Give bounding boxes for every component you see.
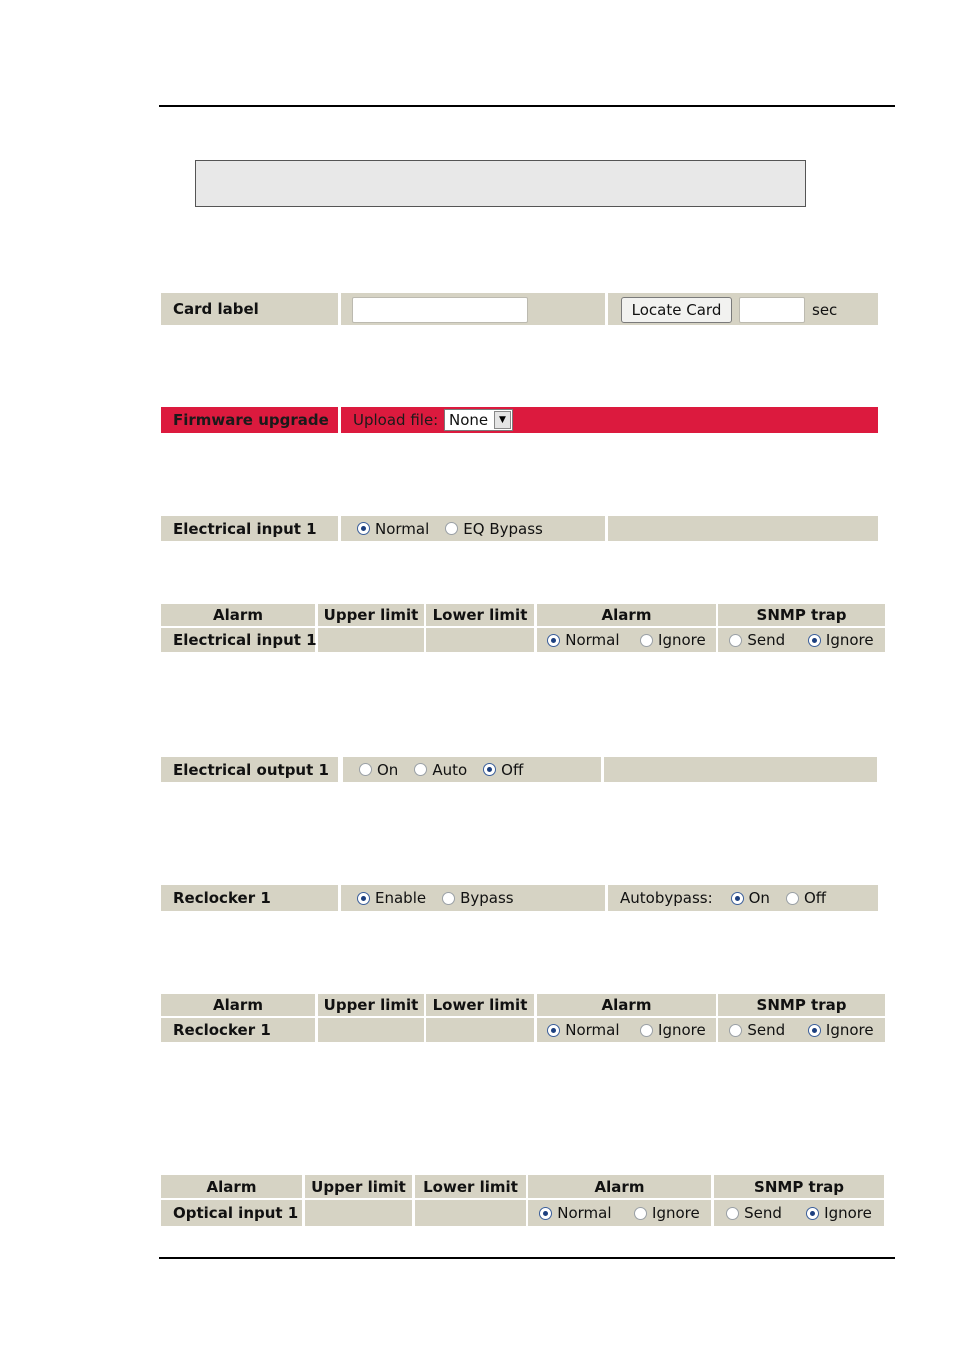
option-label: Ignore — [825, 631, 874, 649]
option-label: Bypass — [460, 889, 514, 907]
upload-file-label: Upload file: — [353, 411, 439, 429]
table-header-snmp-trap: SNMP trap — [718, 994, 885, 1016]
option-label: Send — [747, 631, 786, 649]
electrical-output-options-cell — [343, 757, 601, 782]
electrical-input-empty-cell — [608, 516, 878, 541]
electrical-output-label: Electrical output 1 — [173, 760, 329, 779]
bottom-rule — [159, 1257, 895, 1259]
autobypass-cell — [608, 885, 878, 911]
radio-selected-icon[interactable] — [808, 634, 821, 647]
table-header-snmp-trap: SNMP trap — [714, 1175, 884, 1198]
table-row-label-cell — [161, 1200, 302, 1226]
table-header-lower-limit: Lower limit — [415, 1175, 526, 1198]
upper-limit-cell — [318, 1018, 424, 1042]
radio-auto[interactable] — [414, 761, 467, 779]
option-label: Normal — [375, 519, 430, 538]
radio-unselected-icon[interactable] — [726, 1207, 739, 1220]
radio-unselected-icon[interactable] — [640, 634, 653, 647]
radio-alarm-ignore[interactable] — [640, 1021, 706, 1039]
table-row-label: Optical input 1 — [173, 1204, 299, 1222]
reclocker-label-cell — [161, 885, 338, 911]
table-header-alarm-state: Alarm — [528, 1175, 711, 1198]
table-header-lower-limit: Lower limit — [426, 994, 534, 1016]
alarm-options-cell — [528, 1200, 711, 1226]
table-header-alarm: Alarm — [161, 994, 315, 1016]
radio-unselected-icon[interactable] — [786, 892, 799, 905]
radio-alarm-ignore[interactable] — [634, 1204, 700, 1222]
radio-alarm-normal[interactable] — [547, 1021, 619, 1039]
upper-limit-cell — [305, 1200, 412, 1226]
radio-alarm-ignore[interactable] — [640, 631, 706, 649]
table-row-label: Electrical input 1 — [173, 631, 317, 649]
snmp-options-cell — [718, 1018, 885, 1042]
option-label: Ignore — [658, 1021, 706, 1039]
table-header-snmp-trap: SNMP trap — [718, 604, 885, 626]
radio-bypass[interactable] — [442, 889, 514, 907]
electrical-input-label: Electrical input 1 — [173, 519, 317, 538]
radio-enable[interactable] — [357, 889, 426, 907]
table-row-label-cell — [161, 1018, 315, 1042]
option-label: Ignore — [824, 1204, 872, 1222]
table-header-alarm: Alarm — [161, 604, 315, 626]
alarm-options-cell — [537, 628, 716, 652]
radio-unselected-icon[interactable] — [359, 763, 372, 776]
electrical-input-options-cell — [341, 516, 605, 541]
locate-seconds-input[interactable] — [739, 297, 805, 323]
lower-limit-cell — [426, 628, 534, 652]
top-rule — [159, 105, 895, 107]
radio-selected-icon[interactable] — [357, 892, 370, 905]
alarm-options-cell — [537, 1018, 716, 1042]
radio-selected-icon[interactable] — [806, 1207, 819, 1220]
upload-file-select[interactable] — [444, 409, 513, 431]
radio-selected-icon[interactable] — [483, 763, 496, 776]
radio-snmp-ignore[interactable] — [806, 1204, 872, 1222]
option-label: Enable — [375, 889, 427, 907]
locate-card-button[interactable]: Locate Card — [621, 297, 732, 323]
electrical-output-empty-cell — [604, 757, 877, 782]
radio-on[interactable] — [359, 761, 398, 779]
radio-snmp-send[interactable] — [729, 631, 785, 649]
lower-limit-cell — [415, 1200, 526, 1226]
radio-selected-icon[interactable] — [547, 634, 560, 647]
radio-selected-icon[interactable] — [539, 1207, 552, 1220]
radio-snmp-ignore[interactable] — [808, 631, 874, 649]
table-header-alarm-state: Alarm — [537, 994, 716, 1016]
autobypass-label: Autobypass: — [620, 889, 713, 907]
chevron-down-icon[interactable]: ▼ — [494, 411, 511, 429]
table-header-upper-limit: Upper limit — [305, 1175, 412, 1198]
snmp-options-cell — [714, 1200, 884, 1226]
option-label: On — [748, 889, 770, 907]
radio-autobypass-on[interactable] — [731, 889, 770, 907]
radio-off[interactable] — [483, 761, 523, 779]
radio-unselected-icon[interactable] — [442, 892, 455, 905]
radio-unselected-icon[interactable] — [729, 634, 742, 647]
firmware-label: Firmware upgrade — [173, 411, 329, 429]
radio-selected-icon[interactable] — [808, 1024, 821, 1037]
option-label: Auto — [432, 760, 468, 779]
radio-snmp-send[interactable] — [726, 1204, 782, 1222]
radio-alarm-normal[interactable] — [539, 1204, 611, 1222]
table-header-alarm-state: Alarm — [537, 604, 716, 626]
option-label: EQ Bypass — [463, 519, 543, 538]
option-label: Normal — [565, 1021, 620, 1039]
option-label: Off — [501, 760, 524, 779]
table-header-upper-limit: Upper limit — [318, 994, 424, 1016]
radio-unselected-icon[interactable] — [640, 1024, 653, 1037]
option-label: Ignore — [825, 1021, 874, 1039]
electrical-output-label-cell — [161, 757, 338, 782]
radio-alarm-normal[interactable] — [547, 631, 619, 649]
electrical-input-label-cell — [161, 516, 338, 541]
option-label: Ignore — [652, 1204, 700, 1222]
option-label: Off — [803, 889, 827, 907]
radio-selected-icon[interactable] — [731, 892, 744, 905]
card-label-cell — [161, 293, 338, 325]
table-header-alarm: Alarm — [161, 1175, 302, 1198]
card-label-input[interactable] — [352, 297, 528, 323]
card-label-title: Card label — [173, 300, 259, 318]
option-label: On — [377, 760, 399, 779]
table-header-upper-limit: Upper limit — [318, 604, 424, 626]
radio-unselected-icon[interactable] — [414, 763, 427, 776]
radio-selected-icon[interactable] — [357, 522, 370, 535]
radio-eq-bypass[interactable] — [445, 520, 543, 538]
radio-snmp-send[interactable] — [729, 1021, 785, 1039]
option-label: Ignore — [658, 631, 706, 649]
caption-box — [195, 160, 806, 207]
upload-file-value: None — [449, 411, 489, 429]
reclocker-label: Reclocker 1 — [173, 889, 271, 907]
option-label: Send — [744, 1204, 782, 1222]
table-header-lower-limit: Lower limit — [426, 604, 534, 626]
radio-normal[interactable] — [357, 520, 429, 538]
seconds-unit: sec — [812, 301, 838, 319]
option-label: Normal — [565, 631, 620, 649]
option-label: Normal — [557, 1204, 612, 1222]
radio-unselected-icon[interactable] — [634, 1207, 647, 1220]
table-row-label: Reclocker 1 — [173, 1021, 271, 1039]
radio-unselected-icon[interactable] — [729, 1024, 742, 1037]
firmware-label-cell — [161, 407, 338, 433]
upper-limit-cell — [318, 628, 424, 652]
radio-snmp-ignore[interactable] — [808, 1021, 874, 1039]
radio-unselected-icon[interactable] — [445, 522, 458, 535]
snmp-options-cell — [718, 628, 885, 652]
firmware-upload-cell — [341, 407, 878, 433]
radio-autobypass-off[interactable] — [786, 889, 826, 907]
reclocker-options-cell — [341, 885, 605, 911]
option-label: Send — [747, 1021, 786, 1039]
radio-selected-icon[interactable] — [547, 1024, 560, 1037]
table-row-label-cell — [161, 628, 315, 652]
lower-limit-cell — [426, 1018, 534, 1042]
